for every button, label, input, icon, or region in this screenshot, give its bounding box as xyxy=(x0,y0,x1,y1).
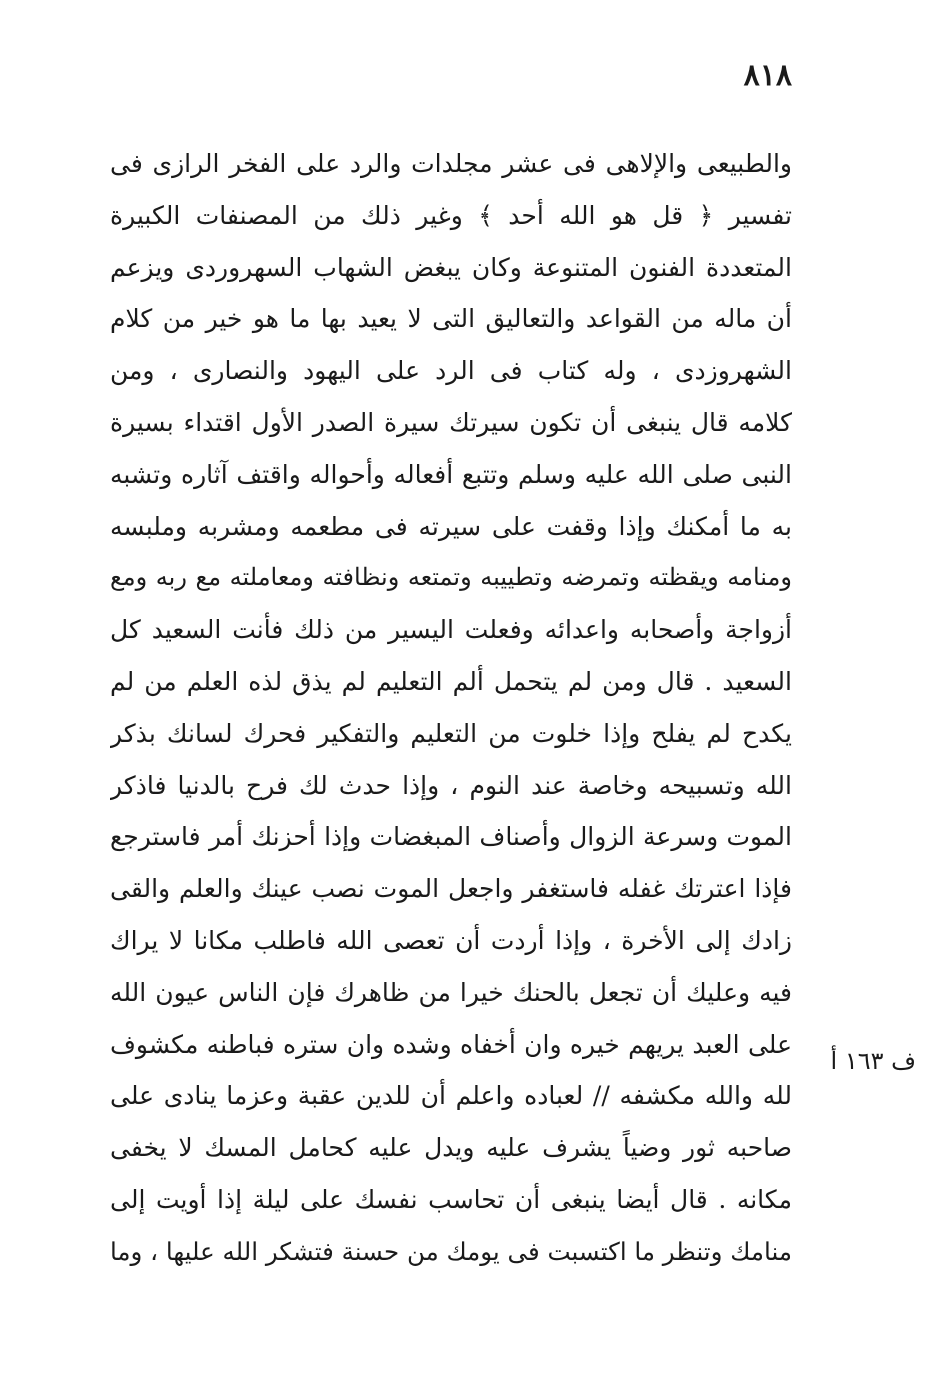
text-line: ومنامه ويقظته وتمرضه وتطييبه وتمتعه ونظافته ومعاملته مع ربه ومع xyxy=(110,563,792,592)
text-line: زادك إلى الأخرة ، وإذا أردت أن تعصى الله فاطلب مكانا لا يراك xyxy=(110,925,792,955)
text-line: فإذا اعترتك غفله فاستغفر واجعل الموت نصب عينك والعلم والقى xyxy=(110,874,792,904)
text-line: لله والله مكشفه // لعباده واعلم أن للدين عقبة وعزما ينادى على xyxy=(110,1081,792,1111)
text-line: منامك وتنظر ما اكتسبت فى يومك من حسنة فتشكر الله عليها ، وما xyxy=(110,1236,792,1266)
text-line: يكدح لم يفلح وإذا خلوت من التعليم والتفكير فحرك لسانك بذكر xyxy=(110,718,792,748)
text-line: فيه وعليك أن تجعل بالحنك خيرا من ظاهرك فإن الناس عيون الله xyxy=(110,977,792,1007)
text-line: على العبد يريهم خيره وان أخفاه وشده وان ستره فباطنه مكشوف xyxy=(110,1029,792,1059)
text-line: الموت وسرعة الزوال وأصناف المبغضات وإذا أحزنك أمر فاسترجع xyxy=(110,822,792,852)
body-text xyxy=(110,138,792,1278)
text-line: المتعددة الفنون المتنوعة وكان يبغض الشهاب السهروردى ويزعم xyxy=(110,252,792,282)
text-line: الله وتسبيحه وخاصة عند النوم ، وإذا حدث لك فرح بالدنيا فاذكر xyxy=(110,770,792,800)
text-line: أن ماله من القواعد والتعاليق التى لا يعيد بها ما هو خير من كلام xyxy=(110,304,792,334)
text-line: صاحبه ثور وضياً يشرف عليه ويدل عليه كحامل المسك لا يخفى xyxy=(110,1133,792,1163)
text-line: تفسير ﴿ قل هو الله أحد ﴾ وغير ذلك من المصنفات الكبيرة xyxy=(110,200,792,230)
text-line: به ما أمكنك وإذا وقفت على سيرته فى مطعمه ومشربه وملبسه xyxy=(110,511,792,541)
text-line: الشهروزدى ، وله كتاب فى الرد على اليهود والنصارى ، ومن xyxy=(110,356,792,386)
text-line: كلامه قال ينبغى أن تكون سيرتك سيرة الصدر الأول اقتداء بسيرة xyxy=(110,407,792,437)
text-line: النبى صلى الله عليه وسلم وتتبع أفعاله وأحواله واقتف آثاره وتشبه xyxy=(110,459,792,489)
text-line: أزواجة وأصحابه واعدائه وفعلت اليسير من ذلك فأنت السعيد كل xyxy=(110,615,792,645)
text-line: السعيد . قال ومن لم يتحمل ألم التعليم لم يذق لذه العلم من لم xyxy=(110,666,792,696)
text-line: مكانه . قال أيضا ينبغى أن تحاسب نفسك على ليلة إذا أويت إلى xyxy=(110,1184,792,1214)
margin-note: ف ١٦٣ أ xyxy=(830,1047,916,1075)
text-line: والطبيعى والإلاهى فى عشر مجلدات والرد على الفخر الرازى فى xyxy=(110,149,792,178)
page-number: ٨١٨ xyxy=(743,58,792,93)
